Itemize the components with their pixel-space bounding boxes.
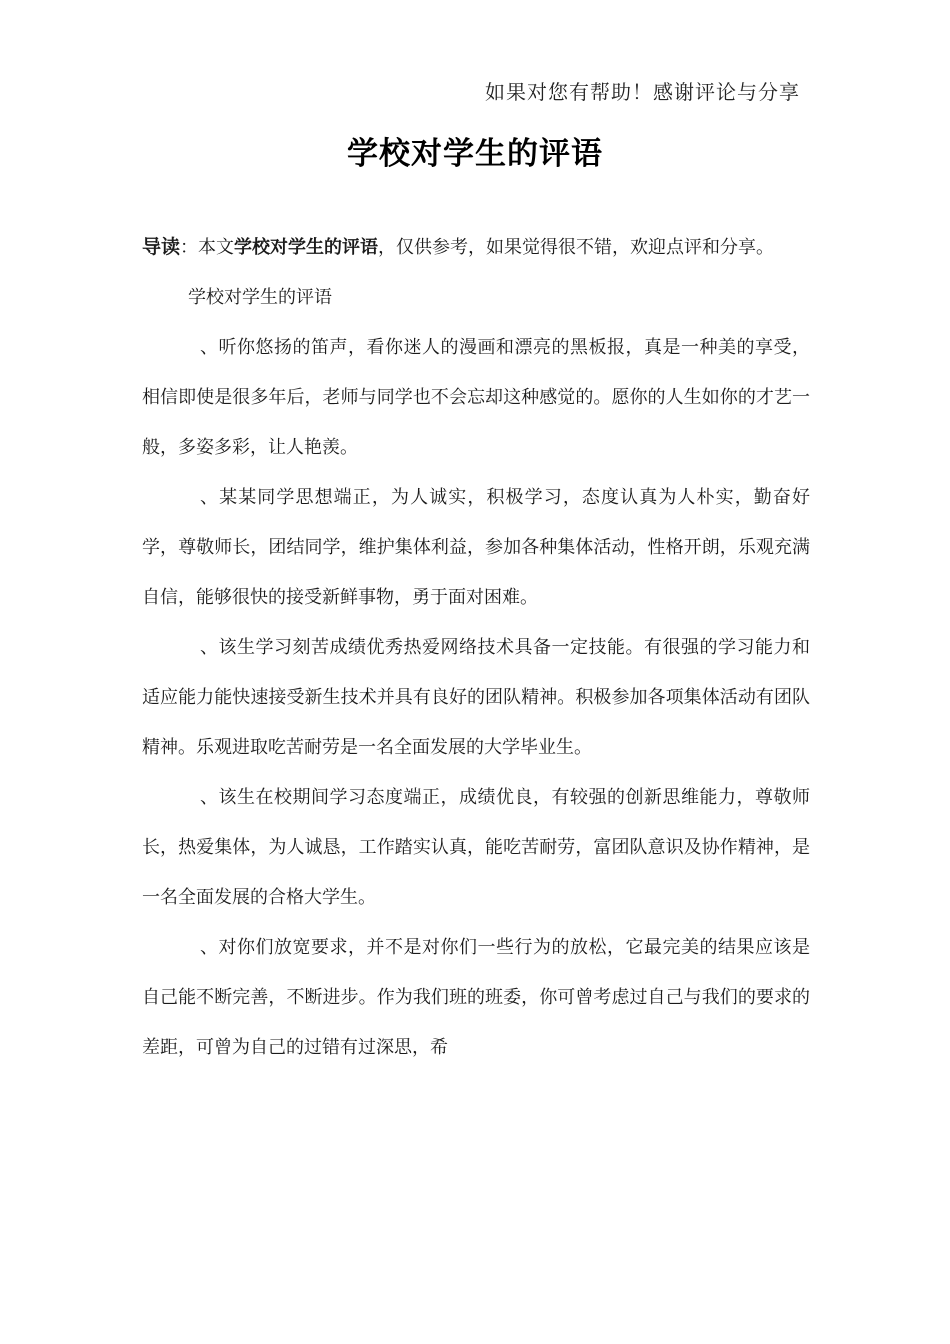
- page-title: 学校对学生的评语: [347, 136, 603, 172]
- intro-suffix: ，仅供参考，如果觉得很不错，欢迎点评和分享。: [378, 237, 775, 258]
- comment-paragraph: 、听你悠扬的笛声，看你迷人的漫画和漂亮的黑板报，真是一种美的享受，相信即使是很多年后，老师与同学也不会忘却这种感觉的。愿你的人生如你的才艺一般，多姿多彩，让人艳羡。: [142, 337, 810, 458]
- document-body: [142, 222, 810, 1073]
- intro-emphasis: 学校对学生的评语: [234, 237, 379, 258]
- comment-paragraph: 、该生学习刻苦成绩优秀热爱网络技术具备一定技能。有很强的学习能力和适应能力能快速接受新生技术并具有良好的团队精神。积极参加各项集体活动有团队精神。乐观进取吃苦耐劳是一名全面发展的大学毕业生。: [142, 637, 810, 758]
- section-subtitle: 学校对学生的评语: [188, 287, 332, 308]
- intro-label: 导读: [142, 236, 181, 258]
- comment-paragraph: 、该生在校期间学习态度端正，成绩优良，有较强的创新思维能力，尊敬师长，热爱集体，为人诚恳，工作踏实认真，能吃苦耐劳，富团队意识及协作精神，是一名全面发展的合格大学生。: [142, 787, 810, 908]
- header-note: 如果对您有帮助！感谢评论与分享: [485, 80, 800, 104]
- intro-paragraph: [142, 222, 810, 273]
- intro-prefix: 本文: [198, 237, 235, 258]
- comment-paragraph: 、对你们放宽要求，并不是对你们一些行为的放松，它最完美的结果应该是自己能不断完善，不断进步。作为我们班的班委，你可曾考虑过自己与我们的要求的差距，可曾为自己的过错有过深思，希: [142, 937, 810, 1058]
- comment-paragraph: 、某某同学思想端正，为人诚实，积极学习，态度认真为人朴实，勤奋好学，尊敬师长，团结同学，维护集体利益，参加各种集体活动，性格开朗，乐观充满自信，能够很快的接受新鲜事物，勇于面对困难。: [142, 487, 810, 608]
- intro-colon: ：: [180, 237, 199, 258]
